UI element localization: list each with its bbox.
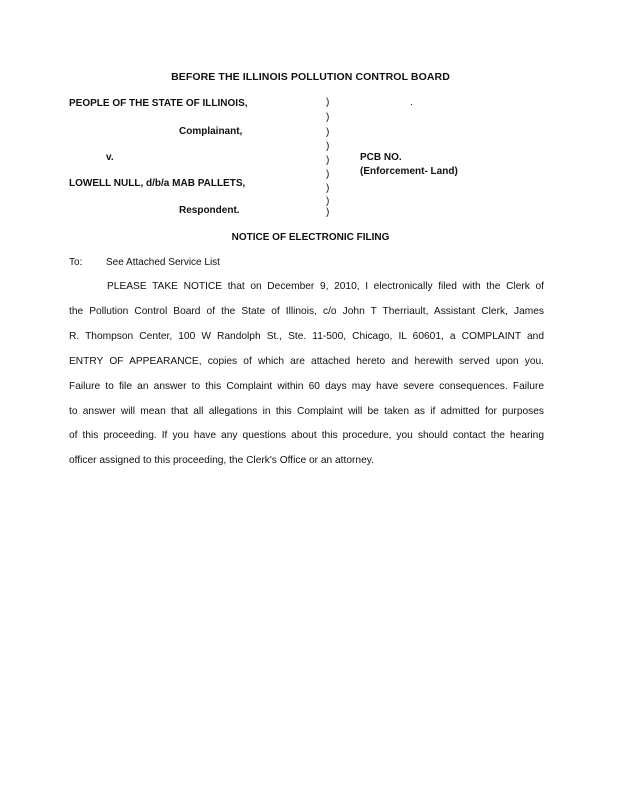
- board-title: BEFORE THE ILLINOIS POLLUTION CONTROL BOARD: [171, 71, 450, 83]
- case-number-label: PCB NO.: [360, 152, 402, 163]
- caption-paren: ): [326, 127, 330, 138]
- scan-artifact-dot: .: [410, 97, 413, 108]
- caption-paren: ): [326, 183, 330, 194]
- body-line: PLEASE TAKE NOTICE that on December 9, 2010, I electronically filed with the Clerk of: [107, 281, 544, 292]
- caption-paren: ): [326, 155, 330, 166]
- defendant-role: Respondent.: [179, 205, 240, 216]
- versus-label: v.: [106, 152, 114, 163]
- body-line: officer assigned to this proceeding, the Clerk's Office or an attorney.: [69, 455, 374, 467]
- defendant-name: LOWELL NULL, d/b/a MAB PALLETS,: [69, 178, 246, 189]
- caption-paren: ): [326, 207, 330, 218]
- caption-paren: ): [326, 141, 330, 152]
- body-line: of this proceeding. If you have any questions about this procedure, you should contact the hearing: [69, 430, 544, 442]
- body-line: ENTRY OF APPEARANCE, copies of which are attached hereto and herewith served upon you.: [69, 355, 544, 367]
- body-line: Failure to file an answer to this Complaint within 60 days may have severe consequences. Failure: [69, 380, 544, 392]
- plaintiff-name: PEOPLE OF THE STATE OF ILLINOIS,: [69, 98, 248, 109]
- caption-paren: ): [326, 169, 330, 180]
- to-recipient: See Attached Service List: [106, 257, 220, 268]
- notice-heading: NOTICE OF ELECTRONIC FILING: [231, 232, 390, 243]
- caption-paren: ): [326, 97, 330, 108]
- notice-body: [69, 275, 544, 474]
- case-type: (Enforcement- Land): [360, 166, 458, 177]
- body-line: the Pollution Control Board of the State of Illinois, c/o John T Therriault, Assistant Clerk, James: [69, 305, 544, 317]
- caption-paren: ): [326, 112, 330, 123]
- to-label: To:: [69, 257, 83, 268]
- body-line: to answer will mean that all allegations in this Complaint will be taken as if admitted for purposes: [69, 405, 544, 417]
- plaintiff-role: Complainant,: [179, 126, 243, 137]
- body-line: R. Thompson Center, 100 W Randolph St., Ste. 11-500, Chicago, IL 60601, a COMPLAINT and: [69, 330, 544, 342]
- caption-paren: ): [326, 196, 330, 207]
